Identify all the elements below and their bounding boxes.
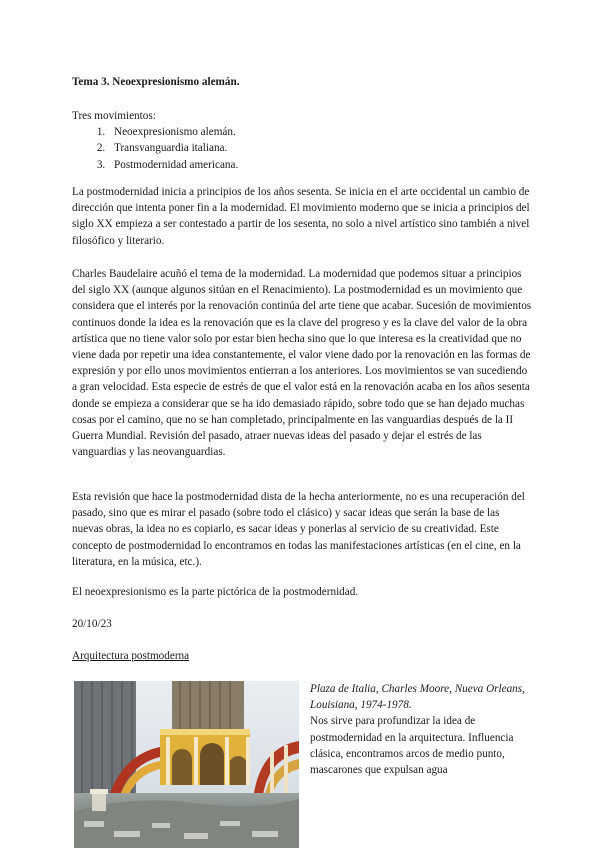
- date-heading: 20/10/23: [72, 618, 112, 630]
- piazza-photo: [74, 681, 299, 848]
- paragraph: Esta revisión que hace la postmodernidad dista de la hecha anteriormente, no es una recuperación del pasado, sino que es mirar el pasado (sobre todo el clásico) y sacar ideas que serán la base de las nuevas obras, la idea no es copiarlo, es sacar ideas y ponerlas al servicio de su creatividad. Este concepto de postmodernidad lo encontramos en todas las manifestaciones artísticas (en el cine, en la literatura, en la música, etc.).: [72, 491, 525, 568]
- document-title: Tema 3. Neoexpresionismo alemán.: [72, 76, 240, 88]
- caption-text: Nos sirve para profundizar la idea de postmodernidad en la arquitectura. Influencia clásica, encontramos arcos de medio punto, mascarones que expulsan agua: [310, 715, 514, 777]
- paragraph: El neoexpresionismo es la parte pictórica de la postmodernidad.: [72, 586, 359, 598]
- list-item: 2. Transvanguardia italiana.: [108, 140, 532, 156]
- list-item: 1. Neoexpresionismo alemán.: [108, 124, 532, 140]
- movements-intro: [72, 108, 532, 173]
- section-subheading: Arquitectura postmoderna: [72, 650, 190, 662]
- list-item: 3. Postmodernidad americana.: [108, 157, 532, 173]
- figure-caption: [310, 681, 532, 778]
- caption-title: Plaza de Italia, Charles Moore, Nueva Orleans, Louisiana, 1974-1978.: [310, 683, 525, 712]
- paragraph: Charles Baudelaire acuñó el tema de la modernidad. La modernidad que podemos situar a principios del siglo XX (aunque algunos sitúan en el Renacimiento). La postmodernidad es un movimiento que considera que el interés por la renovación continúa del arte tiene que acabar. Sucesión de movimientos continuos donde la idea es la renovación que es la clave del progreso y es la clave del valor de la obra artística que no tiene valor solo por estar bien hecha sino que lo que interesa es la creatividad que no viene dada por repetir una idea constantemente, el valor viene dado por la renovación en las formas de expresión y por ello unos movimientos entierran a los anteriores. Los movimientos se van sucediendo a gran velocidad. Esta especie de estrés de que el valor está en la renovación acaba en los años sesenta donde se empieza a considerar que se ha ido demasiado rápido, sobre todo que se han dejado muchas cosas por el camino, que no se han completado, principalmente en las vanguardias después de la II Guerra Mundial. Revisión del pasado, atraer nuevas ideas del pasado y dejar el estrés de las vanguardias y las neovanguardias.: [72, 268, 532, 459]
- paragraph: La postmodernidad inicia a principios de los años sesenta. Se inicia en el arte occidental un cambio de dirección que intenta poner fin a la modernidad. El movimiento moderno que se inicia a principios del siglo XX empieza a ser contestado a partir de los sesenta, no solo a nivel artístico sino también a nivel filosófico y literario.: [72, 186, 530, 247]
- intro-text: Tres movimientos:: [72, 110, 156, 122]
- movements-list: [72, 124, 532, 173]
